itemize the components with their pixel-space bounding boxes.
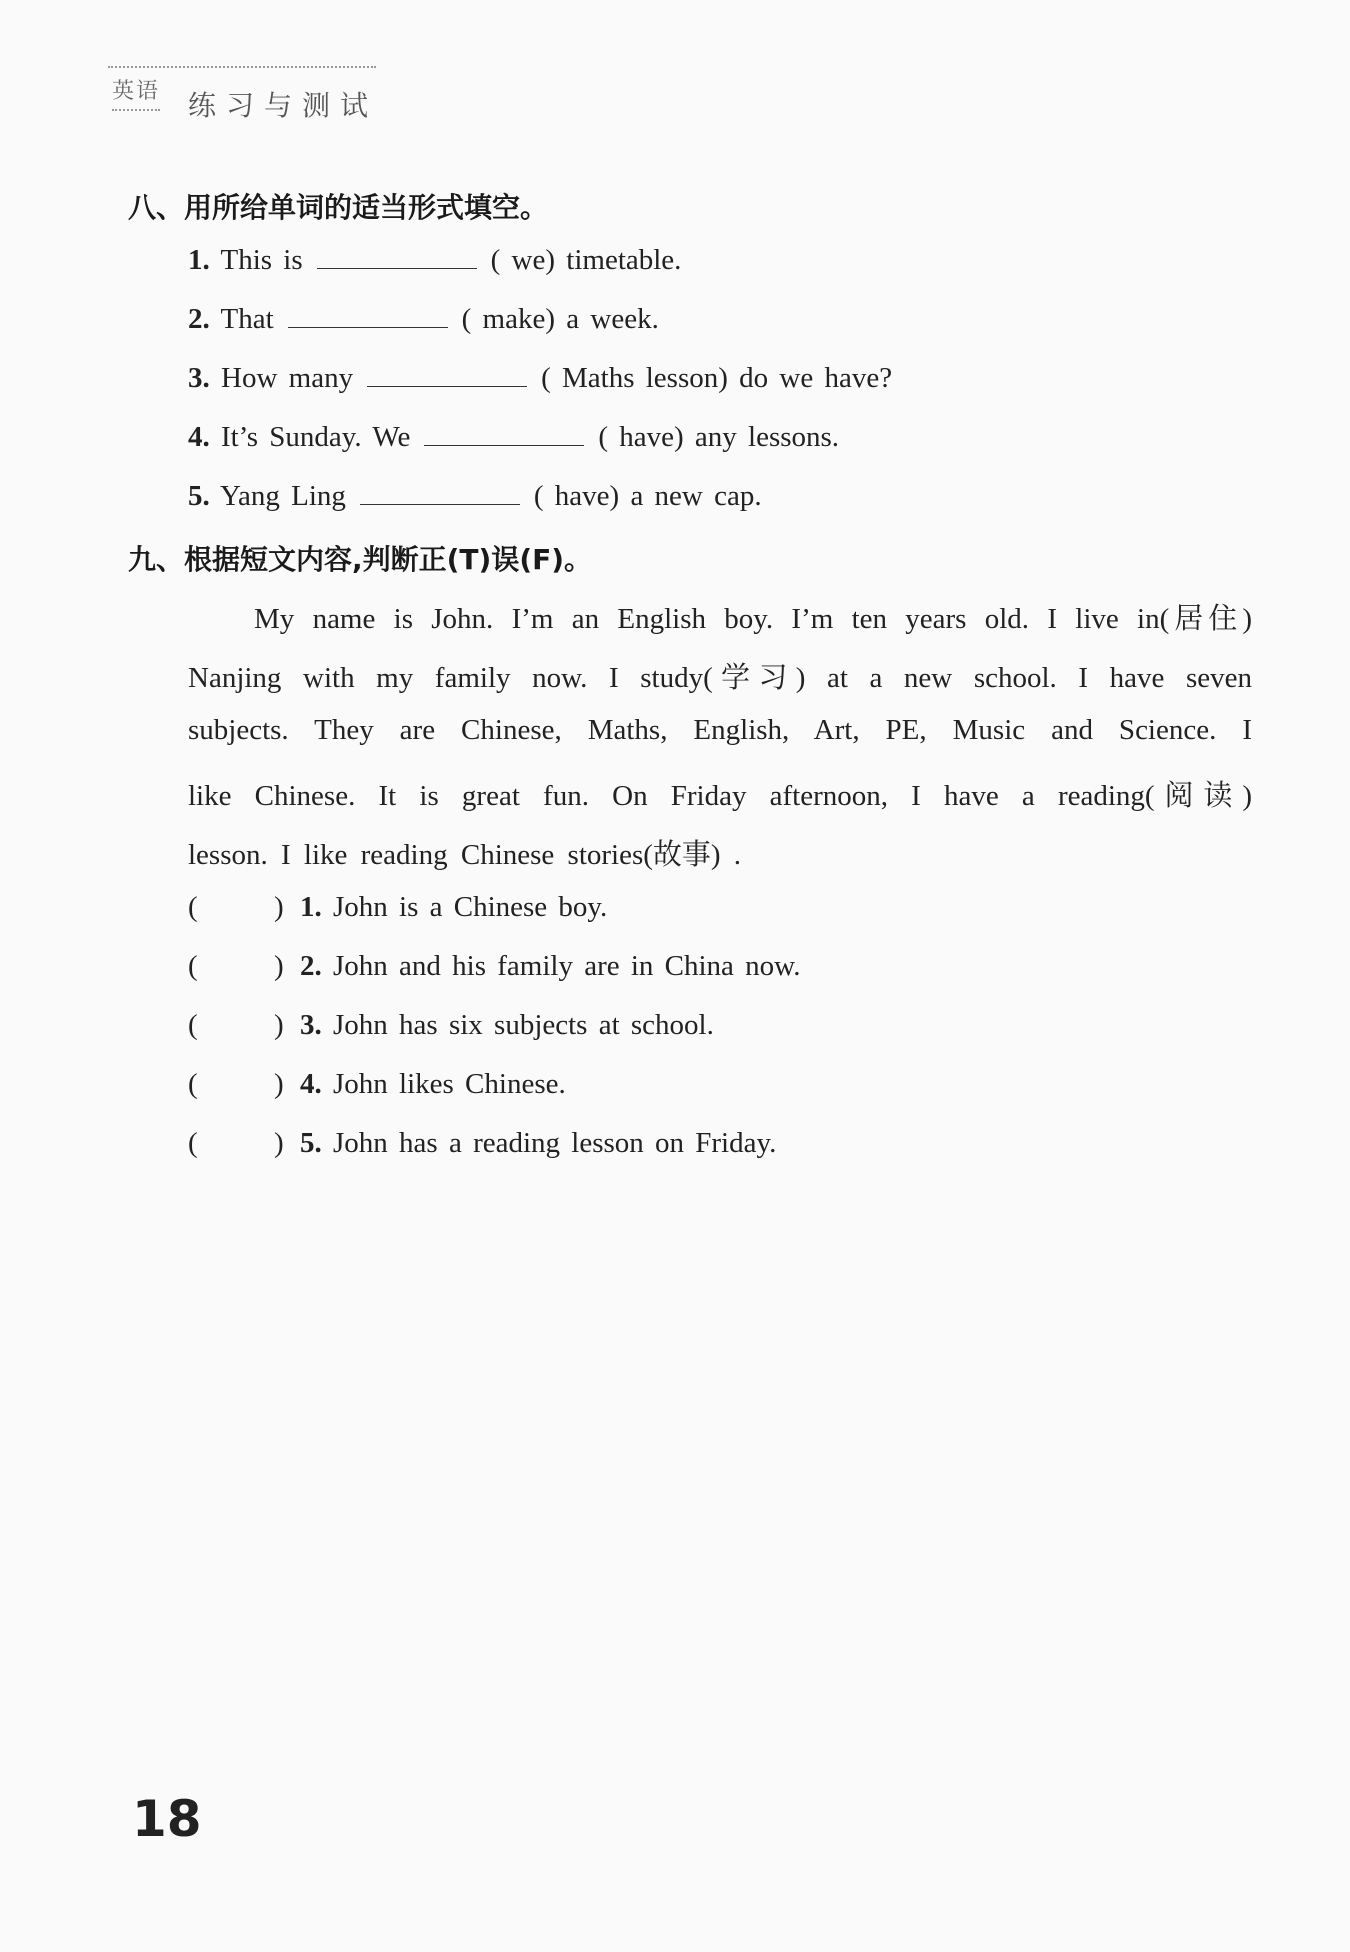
- answer-paren-close: ): [274, 950, 284, 982]
- item-number: 1.: [188, 244, 210, 276]
- item-number: 2.: [188, 303, 210, 335]
- item-hint: ( have): [598, 421, 684, 453]
- tf-item-1: [188, 891, 607, 924]
- answer-paren-close: ): [274, 1009, 284, 1041]
- item-number: 1.: [300, 891, 322, 923]
- item-text-before: That: [220, 303, 274, 335]
- passage-line-3: subjects. They are Chinese, Maths, English, Art, PE, Music and Science. I: [188, 714, 1252, 746]
- item-text-before: Yang Ling: [219, 480, 346, 512]
- item-hint: ( we): [490, 244, 556, 276]
- item-number: 4.: [188, 421, 210, 453]
- item-hint: ( have): [533, 480, 620, 512]
- answer-paren-open[interactable]: (: [188, 1009, 198, 1041]
- tf-item-5: [188, 1127, 776, 1160]
- item-text-after: a new cap.: [630, 480, 762, 512]
- item-statement: John has a reading lesson on Friday.: [333, 1127, 777, 1159]
- item-statement: John and his family are in China now.: [333, 950, 801, 982]
- item-number: 5.: [300, 1127, 322, 1159]
- item-statement: John is a Chinese boy.: [333, 891, 608, 923]
- passage-line-4: like Chinese. It is great fun. On Friday afternoon, I have a reading(阅读): [188, 780, 1252, 812]
- item-text-after: do we have?: [739, 362, 893, 394]
- fill-item-1: [188, 244, 681, 277]
- item-text-after: a week.: [566, 303, 659, 335]
- tf-item-2: [188, 950, 801, 983]
- fill-item-2: [188, 303, 659, 336]
- item-text-after: any lessons.: [694, 421, 840, 453]
- item-number: 3.: [188, 362, 210, 394]
- item-statement: John likes Chinese.: [333, 1068, 566, 1100]
- answer-blank[interactable]: [367, 364, 527, 387]
- header-dotted-line: [108, 66, 376, 68]
- answer-paren-close: ): [274, 1127, 284, 1159]
- item-number: 2.: [300, 950, 322, 982]
- item-text-before: How many: [221, 362, 354, 394]
- item-text-after: timetable.: [566, 244, 682, 276]
- page-number: 18: [132, 1790, 202, 1848]
- answer-blank[interactable]: [317, 246, 477, 269]
- passage-line-5: lesson. I like reading Chinese stories(故事) .: [188, 839, 742, 871]
- item-statement: John has six subjects at school.: [333, 1009, 714, 1041]
- answer-paren-open[interactable]: (: [188, 1068, 198, 1100]
- book-title: 练习与测试: [188, 89, 379, 122]
- item-text-before: This is: [220, 244, 303, 276]
- answer-blank[interactable]: [288, 305, 448, 328]
- passage-line-1: My name is John. I’m an English boy. I’m ten years old. I live in(居住): [254, 603, 1252, 635]
- answer-paren-close: ): [274, 1068, 284, 1100]
- answer-paren-open[interactable]: (: [188, 891, 198, 923]
- fill-item-3: [188, 362, 892, 395]
- item-number: 4.: [300, 1068, 322, 1100]
- item-hint: ( make): [461, 303, 556, 335]
- answer-paren-open[interactable]: (: [188, 950, 198, 982]
- subject-label: 英语: [112, 74, 160, 111]
- section-9-heading: 九、根据短文内容,判断正(T)误(F)。: [128, 543, 593, 576]
- answer-blank[interactable]: [424, 423, 584, 446]
- fill-item-5: [188, 480, 762, 513]
- passage-line-2: Nanjing with my family now. I study(学习) at a new school. I have seven: [188, 662, 1252, 694]
- item-hint: ( Maths lesson): [541, 362, 728, 394]
- section-8-heading: 八、用所给单词的适当形式填空。: [128, 191, 549, 224]
- item-number: 3.: [300, 1009, 322, 1041]
- answer-blank[interactable]: [360, 482, 520, 505]
- tf-item-4: [188, 1068, 566, 1101]
- answer-paren-open[interactable]: (: [188, 1127, 198, 1159]
- item-text-before: It’s Sunday. We: [221, 421, 411, 453]
- tf-item-3: [188, 1009, 714, 1042]
- fill-item-4: [188, 421, 839, 454]
- answer-paren-close: ): [274, 891, 284, 923]
- item-number: 5.: [188, 480, 210, 512]
